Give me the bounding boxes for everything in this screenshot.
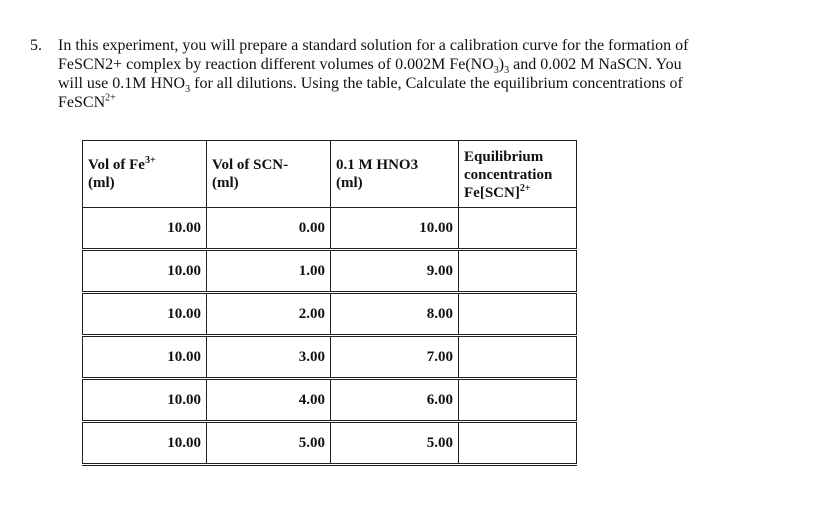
cell-vol-fe: 10.00 — [83, 293, 207, 336]
data-table — [82, 140, 577, 466]
cell-vol-scn: 2.00 — [207, 293, 331, 336]
cell-vol-scn: 4.00 — [207, 379, 331, 422]
cell-hno3: 10.00 — [331, 208, 459, 250]
cell-equilibrium[interactable] — [459, 336, 577, 379]
cell-vol-scn: 5.00 — [207, 422, 331, 465]
cell-equilibrium[interactable] — [459, 422, 577, 465]
table-row — [83, 336, 577, 379]
question-line-3: will use 0.1M $HNO_3$ for all dilutions. Using the table, Calculate the equilibrium concentrations of — [58, 75, 683, 96]
cell-vol-scn: 3.00 — [207, 336, 331, 379]
cell-hno3: 7.00 — [331, 336, 459, 379]
cell-vol-fe: 10.00 — [83, 336, 207, 379]
question-block — [30, 36, 790, 112]
cell-vol-fe: 10.00 — [83, 379, 207, 422]
cell-hno3: 9.00 — [331, 250, 459, 293]
table-row — [83, 293, 577, 336]
cell-hno3: 8.00 — [331, 293, 459, 336]
cell-equilibrium[interactable] — [459, 250, 577, 293]
cell-vol-scn: 0.00 — [207, 208, 331, 250]
cell-equilibrium[interactable] — [459, 208, 577, 250]
header-hno3: 0.1 M HNO3 (ml) — [331, 141, 459, 208]
table-row — [83, 422, 577, 465]
question-line-2: FeSCN2+ complex by reaction different volumes of 0.002M $Fe(NO_3)_3$ and 0.002 M NaSCN. You — [58, 56, 682, 77]
cell-hno3: 6.00 — [331, 379, 459, 422]
cell-hno3: 5.00 — [331, 422, 459, 465]
cell-equilibrium[interactable] — [459, 379, 577, 422]
question-text — [58, 36, 790, 112]
cell-vol-fe: 10.00 — [83, 208, 207, 250]
table-row — [83, 250, 577, 293]
table-row — [83, 208, 577, 250]
header-vol-fe: Vol of $Fe^{3+}$ (ml) — [83, 141, 207, 208]
data-table-wrapper — [82, 140, 577, 466]
cell-vol-fe: 10.00 — [83, 250, 207, 293]
header-vol-scn: Vol of SCN- (ml) — [207, 141, 331, 208]
cell-vol-fe: 10.00 — [83, 422, 207, 465]
question-number: 5. — [30, 37, 42, 54]
cell-vol-scn: 1.00 — [207, 250, 331, 293]
question-line-4: FeSCN$^{2+}$ — [58, 92, 116, 111]
table-header-row — [83, 141, 577, 208]
cell-equilibrium[interactable] — [459, 293, 577, 336]
header-equilibrium: Equilibrium concentration Fe[SCN]$^{2+}$ — [459, 141, 577, 208]
table-row — [83, 379, 577, 422]
question-line-1: In this experiment, you will prepare a standard solution for a calibration curve for the formation of — [58, 37, 689, 54]
